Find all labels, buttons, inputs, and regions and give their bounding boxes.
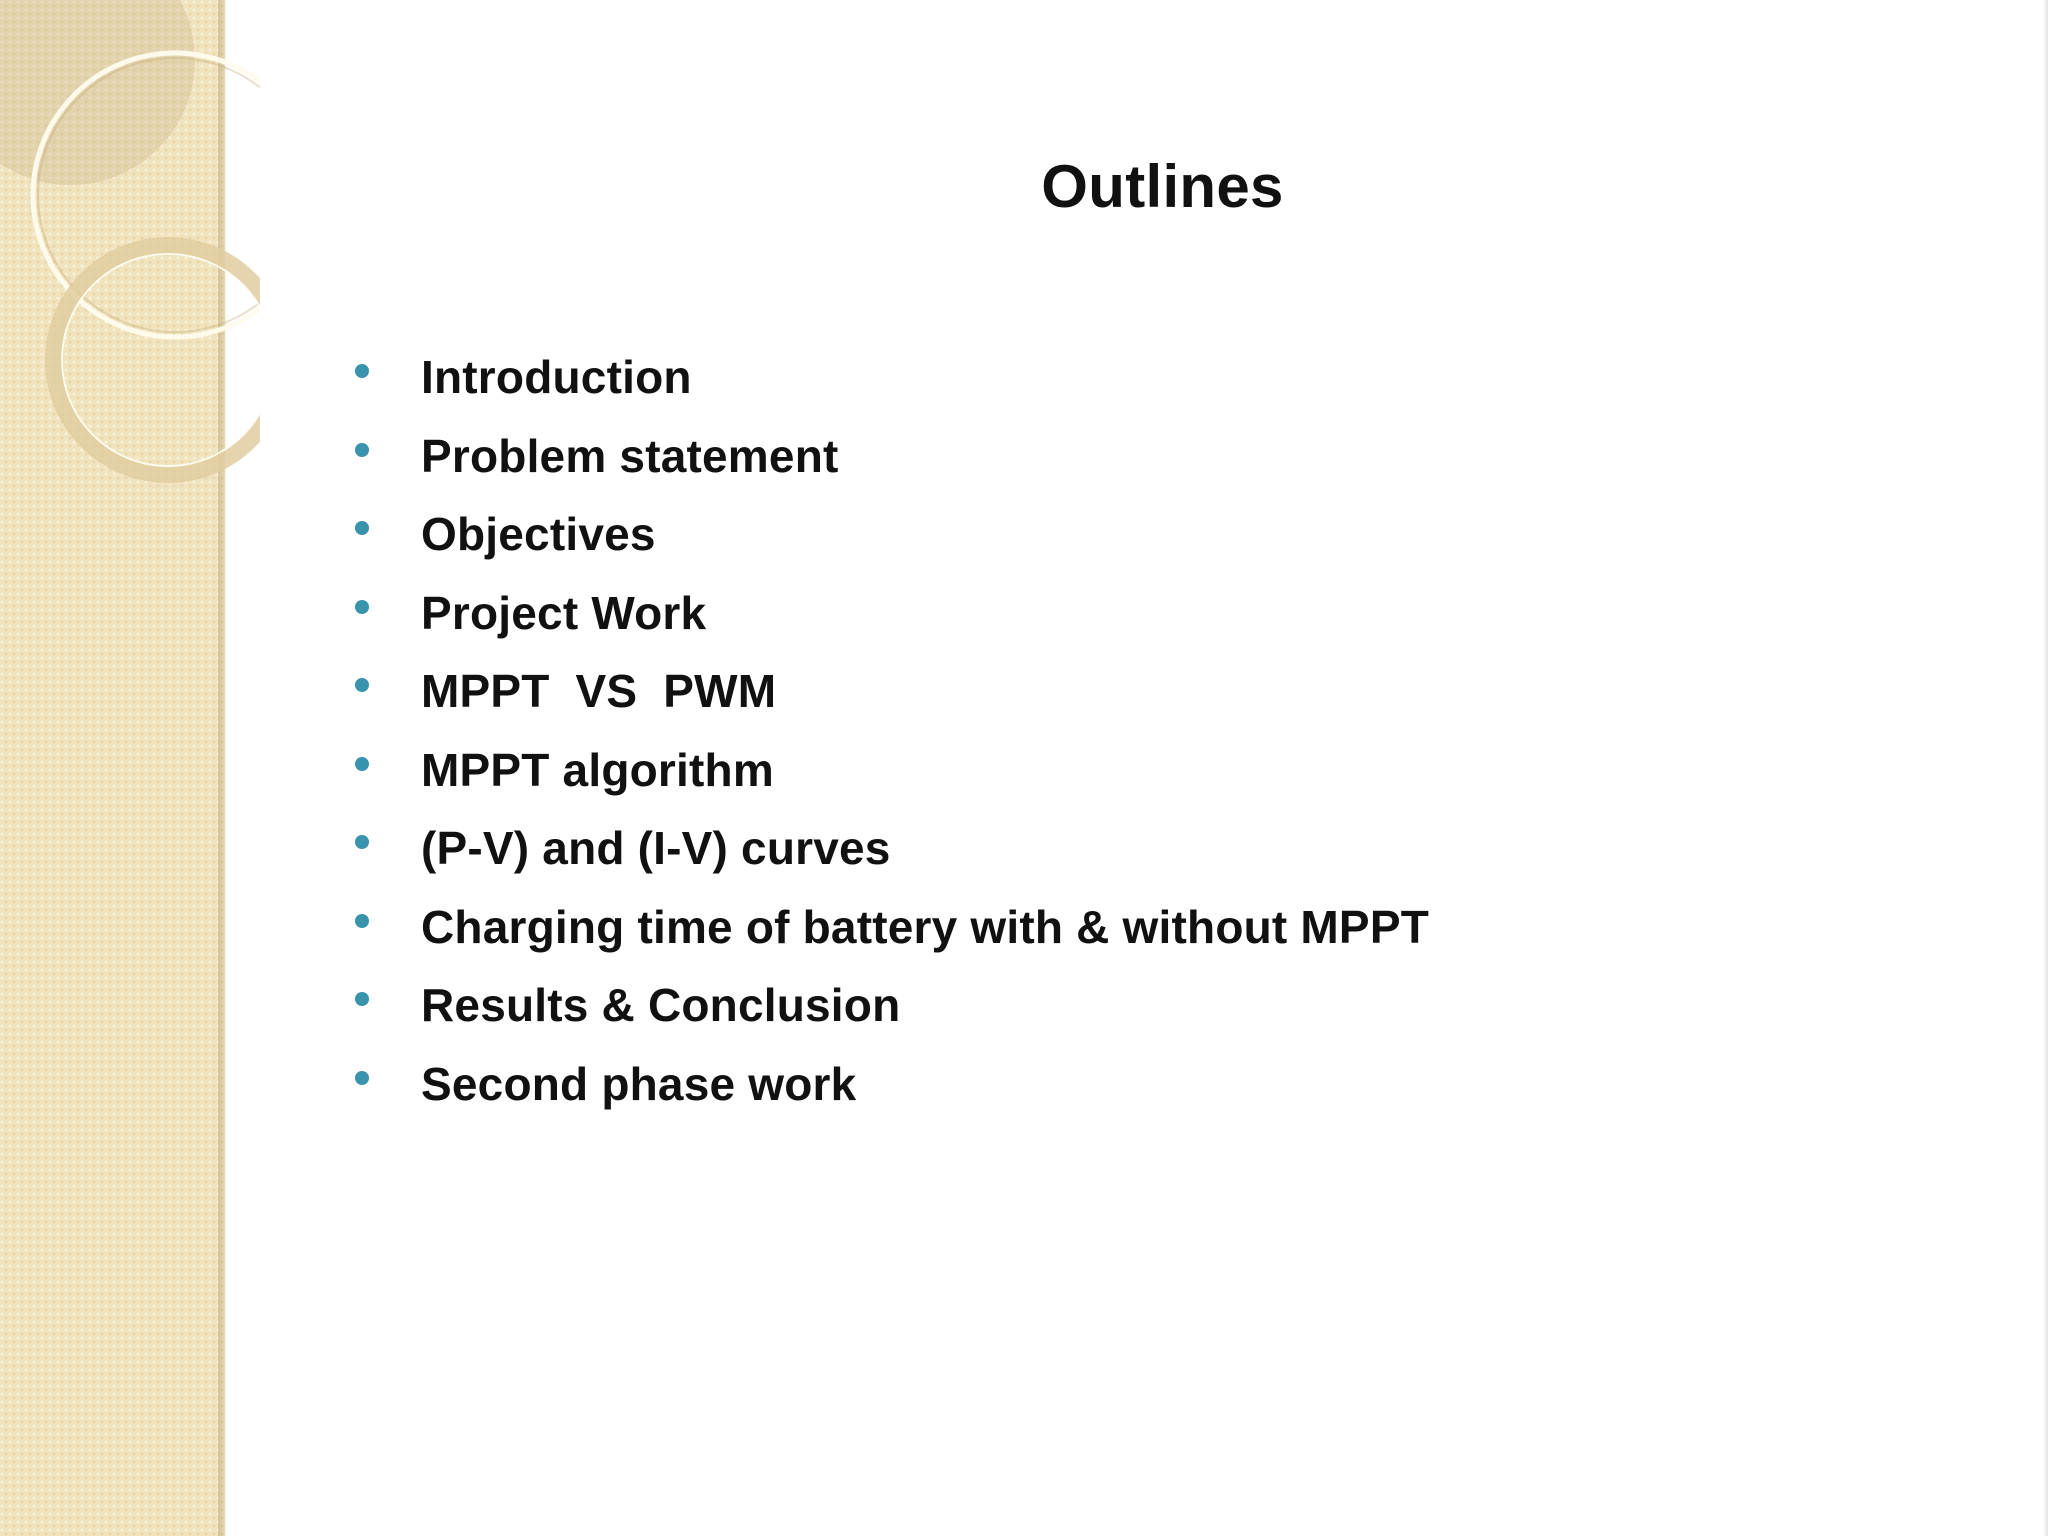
bullet-icon bbox=[355, 678, 369, 692]
outline-item-label: Introduction bbox=[421, 351, 692, 404]
outline-item-label: Charging time of battery with & without MPPT bbox=[421, 900, 1429, 953]
outline-item-pv-iv-curves bbox=[355, 809, 1429, 888]
decorative-thick-ring bbox=[53, 245, 260, 475]
outline-item-label: Second phase work bbox=[421, 1057, 857, 1110]
outline-item-mppt-vs-pwm bbox=[355, 652, 1429, 731]
bullet-icon bbox=[355, 835, 369, 849]
outline-item-label: Problem statement bbox=[421, 429, 839, 482]
bullet-icon bbox=[355, 364, 369, 378]
bullet-icon bbox=[355, 992, 369, 1006]
outline-item-label: Results & Conclusion bbox=[421, 979, 901, 1032]
outline-item-problem-statement bbox=[355, 417, 1429, 496]
outline-item-label: MPPT algorithm bbox=[421, 743, 774, 796]
bullet-icon bbox=[355, 600, 369, 614]
bullet-icon bbox=[355, 521, 369, 535]
right-edge-shadow bbox=[2043, 0, 2048, 1536]
bullet-icon bbox=[355, 443, 369, 457]
slide-title: Outlines bbox=[1041, 153, 1284, 220]
outline-item-label: MPPT VS PWM bbox=[421, 665, 777, 718]
outline-item-charging-time bbox=[355, 888, 1429, 967]
outline-item-introduction bbox=[355, 338, 1429, 417]
outline-item-objectives bbox=[355, 495, 1429, 574]
outline-item-project-work bbox=[355, 574, 1429, 653]
bullet-icon bbox=[355, 1071, 369, 1085]
decorative-circle-fill bbox=[0, 0, 195, 185]
outline-item-results-conclusion bbox=[355, 966, 1429, 1045]
outline-item-label: Objectives bbox=[421, 508, 656, 561]
outline-item-label: Project Work bbox=[421, 586, 707, 639]
outline-item-second-phase-work bbox=[355, 1045, 1429, 1124]
outline-list bbox=[355, 338, 1429, 1123]
outline-item-label: (P-V) and (I-V) curves bbox=[421, 822, 891, 875]
bullet-icon bbox=[355, 914, 369, 928]
bullet-icon bbox=[355, 757, 369, 771]
outline-item-mppt-algorithm bbox=[355, 731, 1429, 810]
decorative-thick-ring-highlight bbox=[62, 254, 260, 466]
decorative-rings-graphic bbox=[0, 0, 260, 520]
